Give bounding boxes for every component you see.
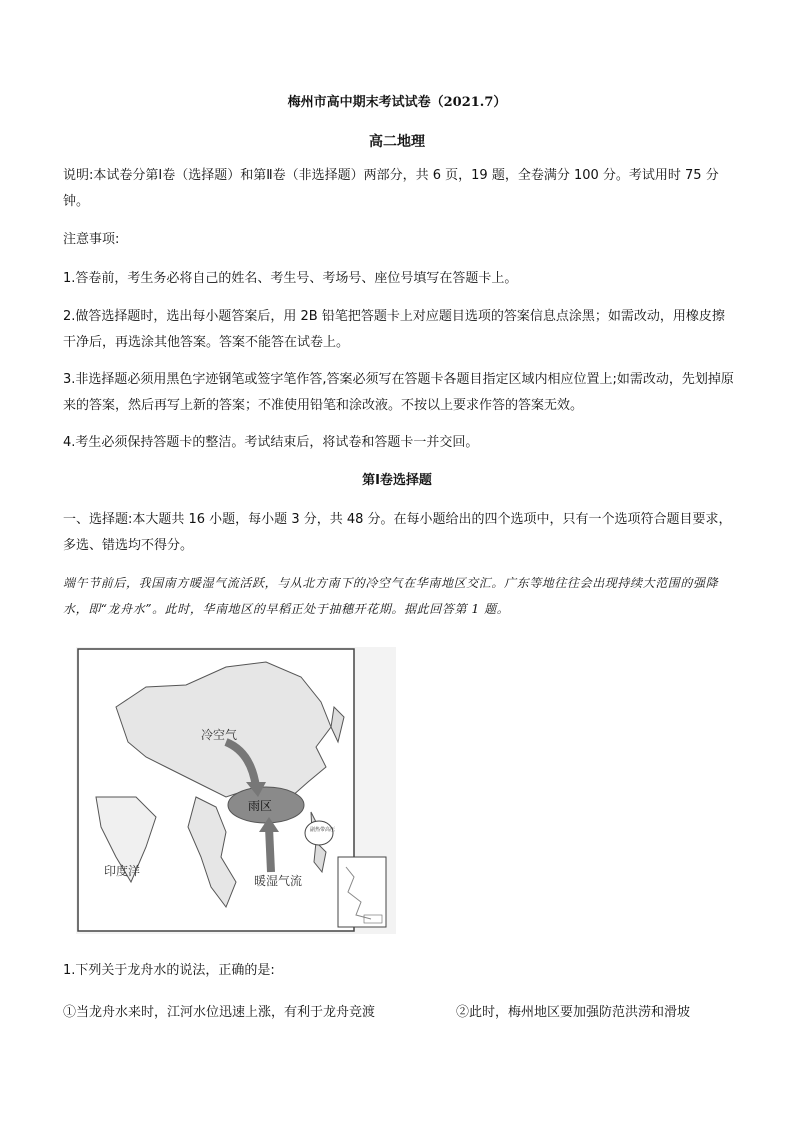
monsoon-map-figure bbox=[76, 647, 396, 934]
map-label-cold-air: 冷空气 bbox=[201, 728, 238, 742]
exam-subject: 高二地理 bbox=[369, 134, 425, 150]
section-title: 第Ⅰ卷选择题 bbox=[362, 473, 432, 488]
question-1-option-2: ②此时，梅州地区要加强防范洪涝和滑坡 bbox=[456, 1005, 691, 1020]
map-label-subtropical-high: 副热带高压 bbox=[310, 827, 336, 833]
monsoon-map bbox=[76, 647, 396, 934]
notice-item-1: 1.答卷前，考生务必将自己的姓名、考生号、考场号、座位号填写在答题卡上。 bbox=[63, 271, 518, 286]
question-passage: 端午节前后，我国南方暖湿气流活跃，与从北方南下的冷空气在华南地区交汇。广东等地往往会出现持续大范围的强降水，即“龙舟水”。此时，华南地区的早稻正处于抽穗开花期。据此回答第 1 题。 bbox=[63, 576, 719, 616]
section-instructions: 一、选择题:本大题共 16 小题，每小题 3 分，共 48 分。在每小题给出的四个选项中，只有一个选项符合题目要求，多选、错选均不得分。 bbox=[63, 512, 732, 553]
subtropical-high-marker bbox=[305, 821, 336, 845]
map-label-rain-zone: 雨区 bbox=[248, 799, 273, 813]
notice-item-2: 2.做答选择题时，选出每小题答案后，用 2B 铅笔把答题卡上对应题目选项的答案信息点涂黑；如需改动，用橡皮擦干净后，再选涂其他答案。答案不能答在试卷上。 bbox=[63, 309, 725, 350]
question-1-option-1: ①当龙舟水来时，江河水位迅速上涨，有利于龙舟竞渡 bbox=[63, 1005, 376, 1020]
warm-air-arrow bbox=[269, 827, 271, 872]
exam-title: 梅州市高中期末考试试卷（2021.7） bbox=[287, 95, 507, 110]
notice-item-4: 4.考生必须保持答题卡的整洁。考试结束后，将试卷和答题卡一并交回。 bbox=[63, 435, 479, 450]
exam-description: 说明:本试卷分第Ⅰ卷（选择题）和第Ⅱ卷（非选择题）两部分，共 6 页，19 题，全卷满分 100 分。考试用时 75 分钟。 bbox=[63, 168, 719, 209]
question-1-stem: 1.下列关于龙舟水的说法，正确的是: bbox=[63, 963, 275, 978]
map-label-indian-ocean: 印度洋 bbox=[104, 864, 141, 878]
notice-item-3: 3.非选择题必须用黑色字迹钢笔或签字笔作答,答案必须写在答题卡各题目指定区域内相应位置上;如需改动，先划掉原来的答案，然后再写上新的答案；不准使用铅笔和涂改液。不按以上要求作答的答案无效。 bbox=[63, 372, 734, 413]
notice-heading: 注意事项: bbox=[63, 232, 120, 247]
map-label-warm-air: 暖湿气流 bbox=[254, 874, 303, 888]
